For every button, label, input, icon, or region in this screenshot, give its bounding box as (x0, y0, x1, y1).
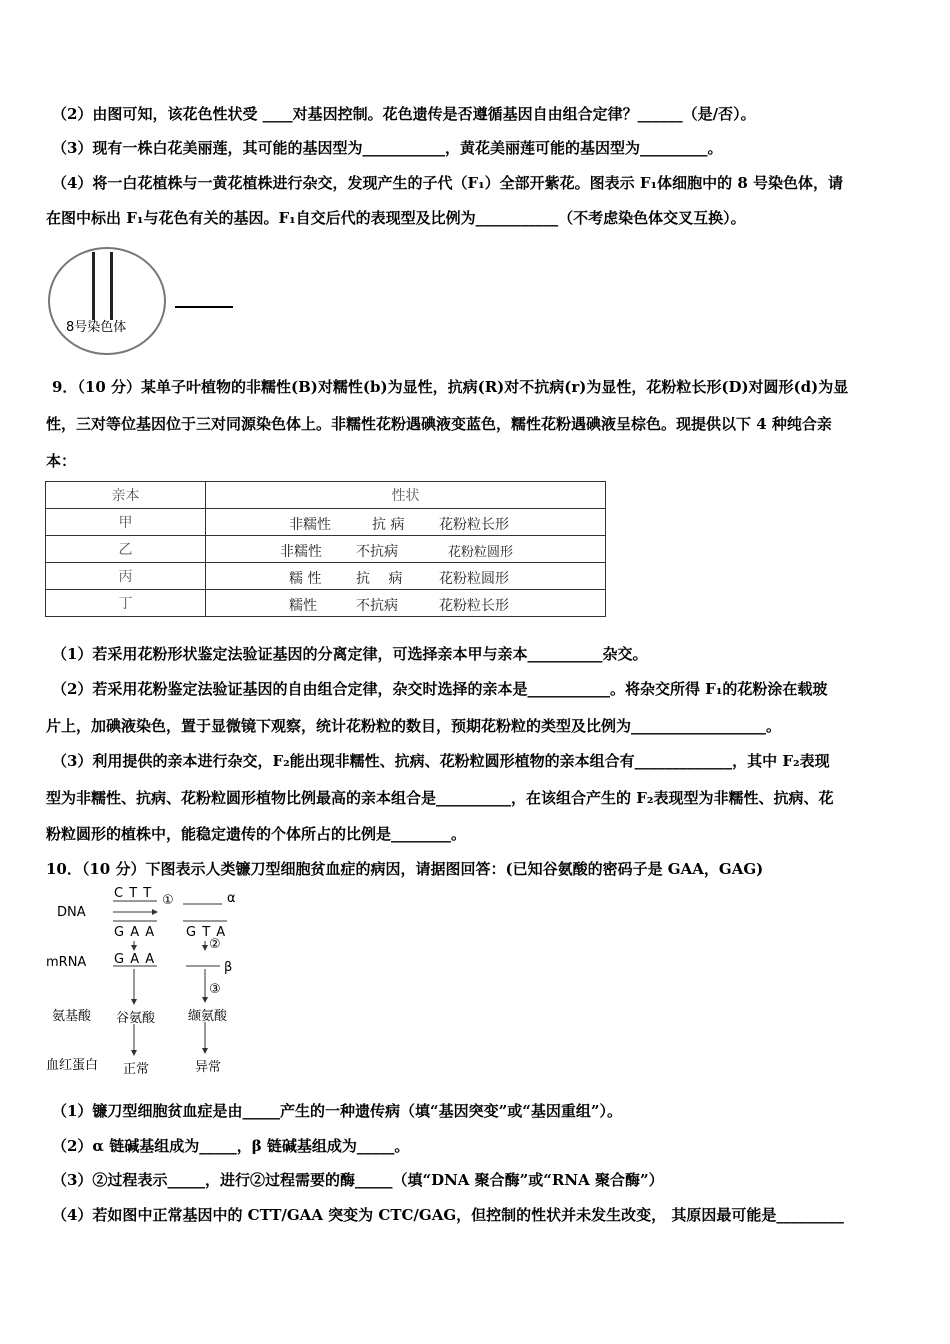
step-3-marker: ③ (209, 982, 221, 997)
q9-intro-line1: 9．（10 分）某单子叶植物的非糯性(B)对糯性(b)为显性，抗病(R)对不抗病(r)为显性，花粉粒长形(D)对圆形(d)为显 (52, 378, 849, 396)
q10-sub3: （3）②过程表示_____，进行②过程需要的酶_____（填“DNA 聚合酶”或“RNA 聚合酶”） (52, 1171, 664, 1189)
q9-sub3-line3: 粉粒圆形的植株中，能稳定遗传的个体所占的比例是________。 (46, 825, 467, 843)
q8-part2: （2）由图可知，该花色性状受 ____对基因控制。花色遗传是否遵循基因自由组合定律？______（是/否）。 (52, 105, 756, 123)
step-2-marker: ② (209, 937, 221, 952)
mutant-dna-strand: G T A (186, 925, 227, 940)
chromosome-label: 8号染色体 (66, 320, 127, 335)
parent-cell: 丁 (46, 590, 206, 617)
q8-part4-line2: 在图中标出 F₁与花色有关的基因。F₁自交后代的表现型及比例为___________（不考虑染色体交叉互换）。 (46, 209, 746, 227)
trait-pollen: 花粉粒圆形 (439, 571, 509, 587)
q9-sub3-line2: 型为非糯性、抗病、花粉粒圆形植物比例最高的亲本组合是__________，在该组合产生的 F₂表现型为非糯性、抗病、花 (46, 789, 834, 807)
q8-part3: （3）现有一株白花美丽莲，其可能的基因型为___________，黄花美丽莲可能的基因型为_________。 (52, 139, 723, 157)
q9-sub2-line1: （2）若采用花粉鉴定法验证基因的自由组合定律，杂交时选择的亲本是___________。将杂交所得 F₁的花粉涂在载玻 (52, 680, 828, 698)
parent-cell: 乙 (46, 536, 206, 563)
q9-sub3-line1: （3）利用提供的亲本进行杂交，F₂能出现非糯性、抗病、花粉粒圆形植物的亲本组合有_____________，其中 F₂表现 (52, 752, 830, 770)
trait-resistance: 抗 病 (372, 517, 405, 533)
dna-label: DNA (57, 905, 86, 920)
q10-sub1: （1）镰刀型细胞贫血症是由_____产生的一种遗传病（填“基因突变”或“基因重组”）。 (52, 1102, 622, 1120)
q9-sub2-line2: 片上，加碘液染色，置于显微镜下观察，统计花粉粒的数目，预期花粉粒的类型及比例为__________________。 (46, 717, 782, 735)
q9-sub1: （1）若采用花粉形状鉴定法验证基因的分离定律，可选择亲本甲与亲本__________杂交。 (52, 645, 648, 663)
beta-label: β (224, 960, 233, 975)
parent-cell: 甲 (46, 509, 206, 536)
trait-starch: 糯性 (289, 598, 317, 614)
trait-resistance: 抗 病 (356, 571, 403, 587)
trait-resistance: 不抗病 (356, 544, 398, 560)
alpha-label: α (227, 891, 236, 906)
parent-cell: 丙 (46, 563, 206, 590)
trait-starch: 非糯性 (289, 517, 331, 533)
hemoglobin-label: 血红蛋白 (46, 1058, 99, 1073)
amino-acid-normal: 谷氨酸 (116, 1011, 156, 1026)
q8-part4-line1: （4）将一白花植株与一黄花植株进行杂交，发现产生的子代（F₁）全部开紫花。图表示 F₁体细胞中的 8 号染色体，请 (52, 174, 843, 192)
trait-pollen: 花粉粒长形 (439, 598, 509, 614)
mrna-sequence: G A A (114, 952, 156, 967)
hemoglobin-normal: 正常 (123, 1062, 150, 1077)
dna-bottom-strand: G A A (114, 925, 156, 940)
q10-sub4: （4）若如图中正常基因中的 CTT/GAA 突变为 CTC/GAG，但控制的性状并未发生改变， 其原因最可能是_________ (52, 1206, 844, 1224)
q10-sub2: （2）α 链碱基组成为_____，β 链碱基组成为_____。 (52, 1137, 410, 1155)
header-parent: 亲本 (46, 482, 206, 509)
q9-intro-line2: 性，三对等位基因位于三对同源染色体上。非糯性花粉遇碘液变蓝色，糯性花粉遇碘液呈棕色。现提供以下 4 种纯合亲 (46, 415, 832, 433)
trait-starch: 糯 性 (289, 571, 322, 587)
step-1-marker: ① (162, 893, 174, 908)
trait-resistance: 不抗病 (356, 598, 398, 614)
trait-pollen: 花粉粒圆形 (448, 545, 514, 560)
amino-acid-label: 氨基酸 (52, 1009, 92, 1024)
trait-pollen: 花粉粒长形 (439, 517, 509, 533)
q9-intro-line3: 本： (46, 452, 77, 470)
mrna-label: mRNA (46, 955, 87, 970)
q10-intro: 10．（10 分）下图表示人类镰刀型细胞贫血症的病因，请据图回答：(已知谷氨酸的密码子是 GAA，GAG) (46, 860, 764, 878)
amino-acid-mutant: 缬氨酸 (188, 1009, 228, 1024)
hemoglobin-abnormal: 异常 (195, 1060, 222, 1075)
dna-top-strand: C T T (114, 886, 153, 901)
trait-starch: 非糯性 (280, 544, 322, 560)
header-traits: 性状 (206, 482, 606, 509)
diagram-arrows (0, 0, 300, 1100)
